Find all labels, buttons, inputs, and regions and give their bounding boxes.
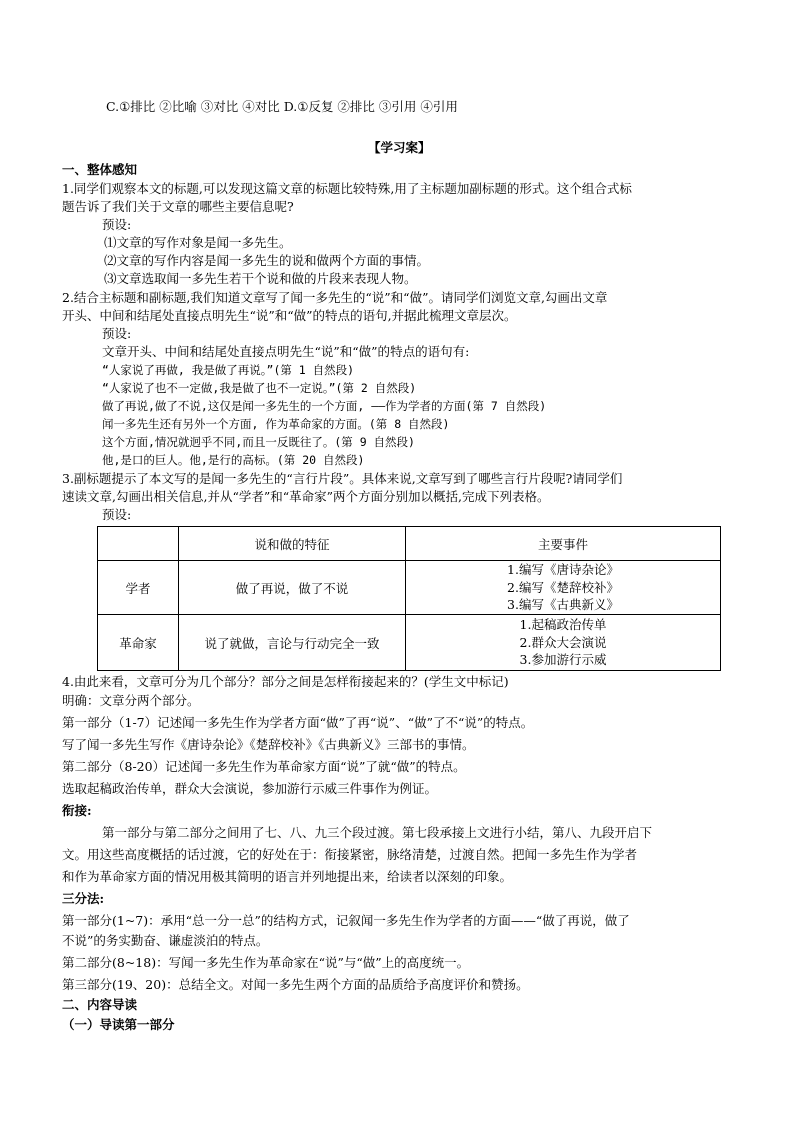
events-cell	[406, 615, 721, 671]
q2-quote: 闻一多先生还有另外一个方面, 作为革命家的方面。(第 8 自然段)	[102, 417, 450, 431]
heading-content-guide: 二、内容导读	[62, 997, 138, 1012]
q3-text-line1: 3.副标题提示了本文写的是闻一多先生的“言行片段”。具体来说,文章写到了哪些言行片段呢?请同学们	[62, 471, 623, 486]
three-part-label: 三分法:	[62, 891, 105, 906]
q4-answer: 明确：文章分两个部分。	[62, 693, 200, 708]
three-part-line: 不说”的务实勤奋、谦虚淡泊的特点。	[62, 933, 269, 948]
q4-text: 4.由此来看，文章可分为几个部分？部分之间是怎样衔接起来的？(学生文中标记)	[62, 674, 509, 689]
table-row	[98, 561, 721, 615]
event-item: 3.编写《古典新义》	[507, 597, 619, 613]
features-table	[97, 526, 721, 671]
q1-text-line2: 题告诉了我们关于文章的哪些主要信息呢?	[62, 199, 294, 214]
section-title: 【学习案】	[368, 140, 431, 155]
q3-text-line2: 速读文章,勾画出相关信息,并从“学者”和“革命家”两个方面分别加以概括,完成下列表格。	[62, 489, 550, 504]
q4-answer: 选取起稿政治传单，群众大会演说，参加游行示威三件事作为例证。	[62, 781, 438, 796]
q1-text-line1: 1.同学们观察本文的标题,可以发现这篇文章的标题比较特殊,用了主标题加副标题的形式。这个组合式标	[62, 181, 632, 196]
three-part-line: 第二部分(8~18)：写闻一多先生作为革命家在“说”与“做”上的高度统一。	[62, 955, 470, 970]
three-part-line: 第一部分(1~7)：承用“总一分一总”的结构方式，记叙闻一多先生作为学者的方面——“做了再说，做了	[62, 913, 630, 928]
q2-intro: 文章开头、中间和结尾处直接点明先生“说”和“做”的特点的语句有:	[102, 344, 470, 359]
connect-label: 衔接:	[62, 803, 92, 818]
feature-cell: 做了再说，做了不说	[179, 561, 406, 615]
event-item: 2.群众大会演说	[519, 634, 607, 650]
q1-answer: ⑴文章的写作对象是闻一多先生。	[104, 235, 292, 250]
connect-line: 和作为革命家方面的情况用极其简明的语言并列地提出来，给读者以深刻的印象。	[62, 869, 513, 884]
preset-label: 预设:	[102, 507, 132, 522]
subheading-part-one: （一）导读第一部分	[62, 1017, 175, 1032]
events-cell	[406, 561, 721, 615]
q4-answer: 第二部分（8-20）记述闻一多先生作为革命家方面“说”了就“做”的特点。	[62, 759, 466, 774]
table-header-cell: 说和做的特征	[179, 527, 406, 561]
table-header-cell: 主要事件	[406, 527, 721, 561]
connect-line: 第一部分与第二部分之间用了七、八、九三个段过渡。第七段承接上文进行小结，第八、九段开启下	[102, 825, 653, 840]
q2-text-line2: 开头、中间和结尾处直接点明先生“说”和“做”的特点的语句,并据此梳理文章层次。	[62, 308, 517, 323]
q1-answer: ⑶文章选取闻一多先生若干个说和做的片段来表现人物。	[104, 271, 417, 286]
q1-answer: ⑵文章的写作内容是闻一多先生的说和做两个方面的事情。	[104, 253, 430, 268]
feature-cell: 说了就做，言论与行动完全一致	[179, 615, 406, 671]
connect-line: 文。用这些高度概括的话过渡，它的好处在于：衔接紧密，脉络清楚，过渡自然。把闻一多先生作为学者	[62, 847, 638, 862]
q2-quote: “人家说了也不一定做,我是做了也不一定说。”(第 2 自然段)	[102, 381, 417, 395]
preset-label: 预设:	[102, 326, 132, 341]
options-line: C.①排比 ②比喻 ③对比 ④对比 D.①反复 ②排比 ③引用 ④引用	[106, 99, 458, 114]
preset-label: 预设:	[102, 217, 132, 232]
event-item: 1.起稿政治传单	[519, 617, 607, 633]
q2-quote: 这个方面,情况就迥乎不同,而且一反既往了。(第 9 自然段)	[102, 435, 415, 449]
role-cell: 革命家	[98, 615, 179, 671]
event-item: 2.编写《楚辞校补》	[507, 579, 619, 595]
q2-quote: 他,是口的巨人。他,是行的高标。(第 20 自然段)	[102, 453, 365, 467]
table-header-row	[98, 527, 721, 561]
q4-answer: 写了闻一多先生写作《唐诗杂论》《楚辞校补》《古典新义》三部书的事情。	[62, 737, 475, 752]
q2-quote: 做了再说,做了不说,这仅是闻一多先生的一个方面, ——作为学者的方面(第 7 自然段)	[102, 399, 547, 413]
q2-quote: “人家说了再做, 我是做了再说。”(第 1 自然段)	[102, 363, 355, 377]
event-item: 1.编写《唐诗杂论》	[507, 562, 619, 578]
three-part-line: 第三部分(19、20)：总结全文。对闻一多先生两个方面的品质给予高度评价和赞扬。	[62, 977, 529, 992]
table-row	[98, 615, 721, 671]
role-cell: 学者	[98, 561, 179, 615]
event-item: 3.参加游行示威	[519, 652, 607, 668]
table-header-cell	[98, 527, 179, 561]
heading-overall: 一、整体感知	[62, 162, 138, 177]
q4-answer: 第一部分（1-7）记述闻一多先生作为学者方面“做”了再“说”、“做”了不“说”的特点。	[62, 715, 534, 730]
q2-text-line1: 2.结合主标题和副标题,我们知道文章写了闻一多先生的“说”和“做”。请同学们浏览文章,勾画出文章	[62, 290, 608, 305]
